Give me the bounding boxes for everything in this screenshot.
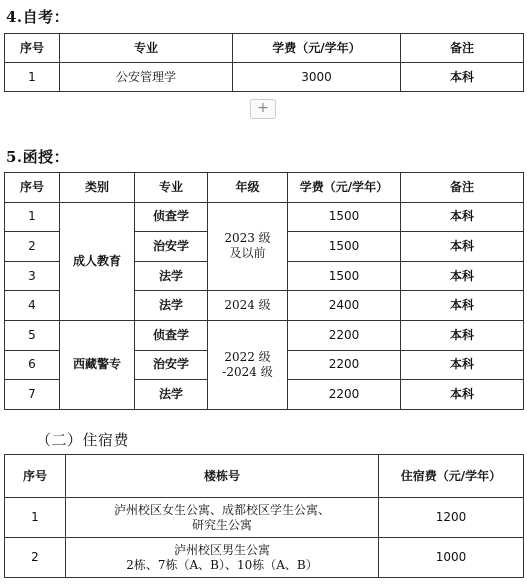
add-row-button[interactable]: + bbox=[250, 99, 276, 119]
row-no: 2 bbox=[5, 538, 66, 578]
row-no: 3 bbox=[5, 261, 60, 291]
header-note: 备注 bbox=[401, 34, 524, 63]
row-major: 侦查学 bbox=[135, 320, 208, 350]
header-no: 序号 bbox=[5, 173, 60, 203]
row-building: 泸州校区男生公寓 2栋、7栋（A、B）、10栋（A、B） bbox=[66, 538, 379, 578]
row-note: 本科 bbox=[401, 320, 524, 350]
dorm-fee-title: （二）住宿费 bbox=[36, 431, 130, 449]
header-fee: 住宿费（元/学年） bbox=[379, 455, 524, 498]
category-cell: 成人教育 bbox=[60, 202, 135, 320]
header-grade: 年级 bbox=[208, 173, 288, 203]
table-row bbox=[5, 498, 524, 538]
header-fee: 学费（元/学年） bbox=[288, 173, 401, 203]
table-row bbox=[5, 202, 524, 232]
row-fee: 2200 bbox=[288, 320, 401, 350]
row-fee: 1000 bbox=[379, 538, 524, 578]
row-fee: 2400 bbox=[288, 291, 401, 321]
table-row bbox=[5, 538, 524, 578]
row-building: 泸州校区女生公寓、成都校区学生公寓、 研究生公寓 bbox=[66, 498, 379, 538]
row-fee: 2200 bbox=[288, 380, 401, 410]
row-note: 本科 bbox=[401, 261, 524, 291]
row-note: 本科 bbox=[401, 63, 524, 92]
category-cell: 西藏警专 bbox=[60, 320, 135, 409]
row-major: 侦查学 bbox=[135, 202, 208, 232]
grade-cell: 2022 级 -2024 级 bbox=[208, 320, 288, 409]
row-major: 法学 bbox=[135, 291, 208, 321]
row-major: 公安管理学 bbox=[60, 63, 233, 92]
self-study-fee-table bbox=[4, 33, 524, 92]
row-no: 1 bbox=[5, 63, 60, 92]
row-note: 本科 bbox=[401, 291, 524, 321]
grade-cell: 2024 级 bbox=[208, 291, 288, 321]
table-header-row bbox=[5, 173, 524, 203]
section-5-title: 5.函授： bbox=[6, 148, 70, 166]
grade-cell: 2023 级 及以前 bbox=[208, 202, 288, 291]
row-major: 治安学 bbox=[135, 350, 208, 380]
row-fee: 1500 bbox=[288, 232, 401, 262]
row-note: 本科 bbox=[401, 380, 524, 410]
dorm-fee-table bbox=[4, 454, 524, 578]
table-header-row bbox=[5, 34, 524, 63]
row-major: 治安学 bbox=[135, 232, 208, 262]
row-no: 4 bbox=[5, 291, 60, 321]
row-no: 1 bbox=[5, 202, 60, 232]
row-fee: 2200 bbox=[288, 350, 401, 380]
header-note: 备注 bbox=[401, 173, 524, 203]
row-no: 5 bbox=[5, 320, 60, 350]
row-no: 1 bbox=[5, 498, 66, 538]
header-building: 楼栋号 bbox=[66, 455, 379, 498]
row-major: 法学 bbox=[135, 380, 208, 410]
header-category: 类别 bbox=[60, 173, 135, 203]
row-no: 7 bbox=[5, 380, 60, 410]
correspondence-fee-table bbox=[4, 172, 524, 410]
header-no: 序号 bbox=[5, 455, 66, 498]
row-fee: 1200 bbox=[379, 498, 524, 538]
header-major: 专业 bbox=[135, 173, 208, 203]
table-row bbox=[5, 320, 524, 350]
section-4-title: 4.自考： bbox=[6, 8, 70, 26]
header-fee: 学费（元/学年） bbox=[233, 34, 401, 63]
row-note: 本科 bbox=[401, 350, 524, 380]
header-major: 专业 bbox=[60, 34, 233, 63]
row-fee: 1500 bbox=[288, 261, 401, 291]
row-no: 6 bbox=[5, 350, 60, 380]
table-row bbox=[5, 63, 524, 92]
row-note: 本科 bbox=[401, 232, 524, 262]
row-no: 2 bbox=[5, 232, 60, 262]
row-fee: 1500 bbox=[288, 202, 401, 232]
header-no: 序号 bbox=[5, 34, 60, 63]
row-fee: 3000 bbox=[233, 63, 401, 92]
row-major: 法学 bbox=[135, 261, 208, 291]
table-header-row bbox=[5, 455, 524, 498]
row-note: 本科 bbox=[401, 202, 524, 232]
